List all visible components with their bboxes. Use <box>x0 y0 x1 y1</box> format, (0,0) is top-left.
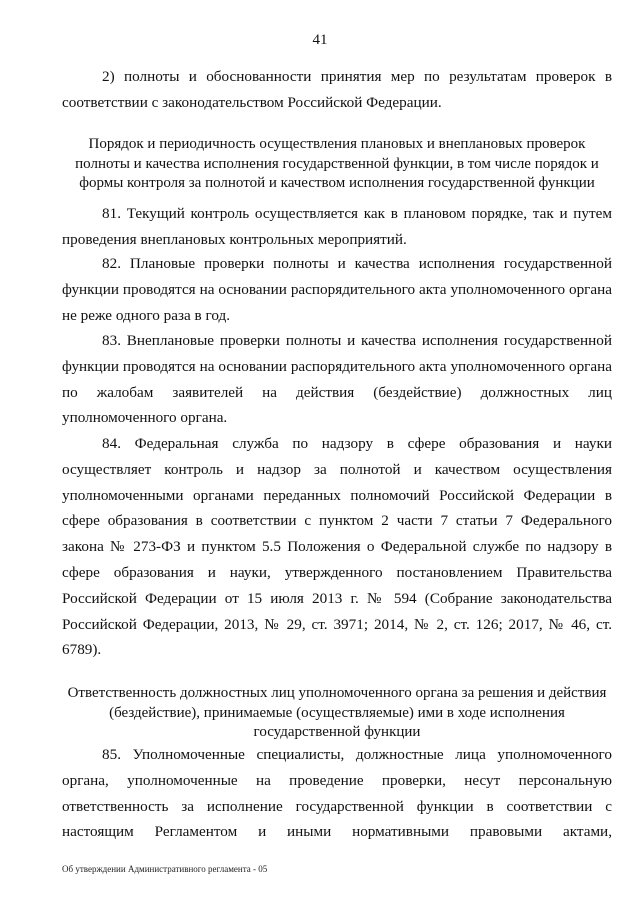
paragraph-82: 82. Плановые проверки полноты и качества исполнения государственной функции проводятся на основании распорядительного акта уполномоченного органа не реже одного раза в год. <box>62 255 612 324</box>
section-heading-control-procedure: Порядок и периодичность осуществления плановых и внеплановых проверок полноты и качества исполнения государственной функции, в том числе порядок и формы контроля за полнотой и качеством исполнения государственной функции <box>75 136 599 191</box>
section-heading-responsibility: Ответственность должностных лиц уполномоченного органа за решения и действия (бездействие), принимаемые (осуществляемые) ими в ходе исполнения государственной функции <box>67 685 607 740</box>
page-number: 41 <box>312 32 328 48</box>
footer-note: Об утверждении Административного регламента - 05 <box>62 864 268 874</box>
paragraph-84: 84. Федеральная служба по надзору в сфере образования и науки осуществляет контроль и надзор за полнотой и качеством осуществления уполномоченными органами переданных полномочий Российской Федерации в сфере образования в соответствии с пунктом 2 части 7 статьи 7 Федерального закона № 273-ФЗ и пунктом 5.5 Положения о Федеральной службе по надзору в сфере образования и науки, утвержденного постановлением Правительства Российской Федерации от 15 июля 2013 г. № 594 (Собрание законодательства Российской Федерации, 2013, № 29, ст. 3971; 2014, № 2, ст. 126; 2017, № 46, ст. 6789). <box>62 435 612 659</box>
paragraph-81: 81. Текущий контроль осуществляется как в плановом порядке, так и путем проведения внеплановых контрольных мероприятий. <box>62 205 612 248</box>
paragraph-83: 83. Внеплановые проверки полноты и качества исполнения государственной функции проводятся на основании распорядительного акта уполномоченного органа по жалобам заявителей на действия (бездействие) должностных лиц уполномоченного органа. <box>62 332 612 427</box>
paragraph-85: 85. Уполномоченные специалисты, должностные лица уполномоченного органа, уполномоченные на проведение проверки, несут персональную ответственность за исполнение государственной функции в соответствии с настоящим Регламентом и иными нормативными правовыми актами, <box>62 746 612 841</box>
paragraph-2: 2) полноты и обоснованности принятия мер по результатам проверок в соответствии с законодательством Российской Федерации. <box>62 68 612 111</box>
